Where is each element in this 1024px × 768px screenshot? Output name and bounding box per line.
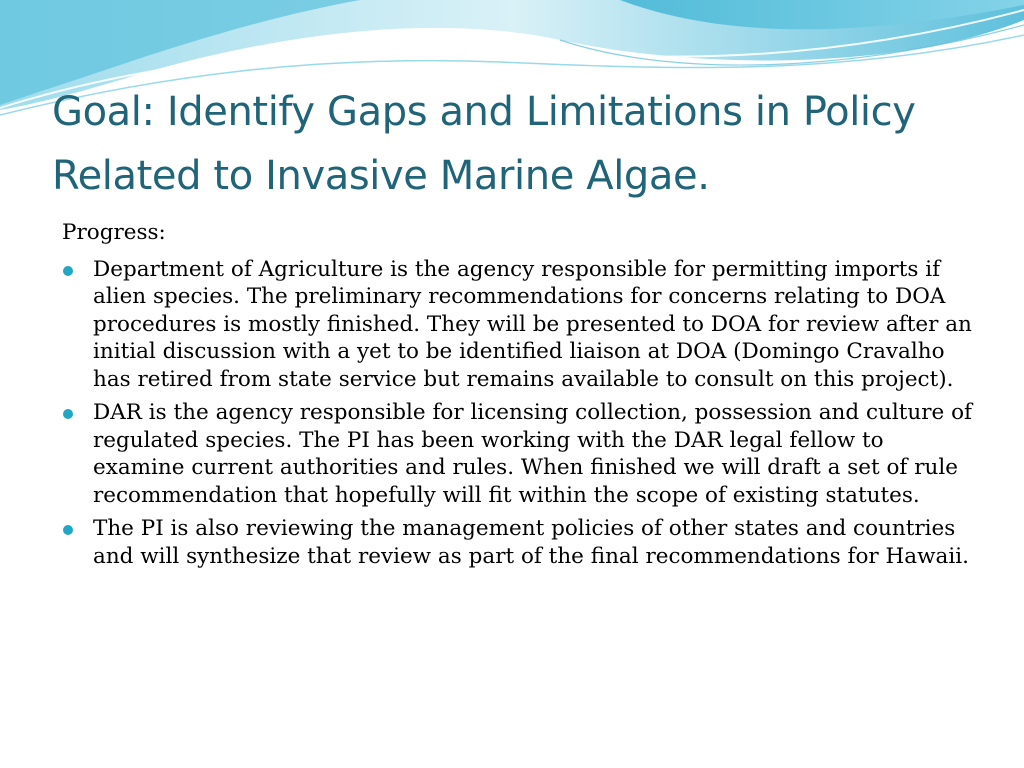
list-item: [62, 256, 972, 394]
list-item: [62, 515, 972, 570]
list-item: [62, 399, 972, 509]
bullet-icon: [63, 266, 73, 276]
bullet-icon: [63, 409, 73, 419]
bullet-icon: [63, 525, 73, 535]
bullet-text: DAR is the agency responsible for licensing collection, possession and culture of regulated species. The PI has been working with the DAR legal fellow to examine current authorities and rules. When finished we will draft a set of rule recommendation that hopefully will fit within the scope of existing statutes.: [93, 400, 972, 508]
slide-title: Goal: Identify Gaps and Limitations in Policy Related to Invasive Marine Algae.: [52, 89, 916, 199]
progress-label: Progress:: [62, 220, 166, 245]
slide-body: [62, 219, 972, 576]
bullet-text: Department of Agriculture is the agency responsible for permitting imports if alien species. The preliminary recommendations for concerns relating to DOA procedures is mostly finished. They will be presented to DOA for review after an initial discussion with a yet to be identified liaison at DOA (Domingo Cravalho has retired from state service but remains available to consult on this project).: [93, 256, 972, 392]
bullet-text: The PI is also reviewing the management policies of other states and countries and will synthesize that review as part of the final recommendations for Hawaii.: [93, 516, 969, 569]
bullet-list: [62, 256, 972, 571]
